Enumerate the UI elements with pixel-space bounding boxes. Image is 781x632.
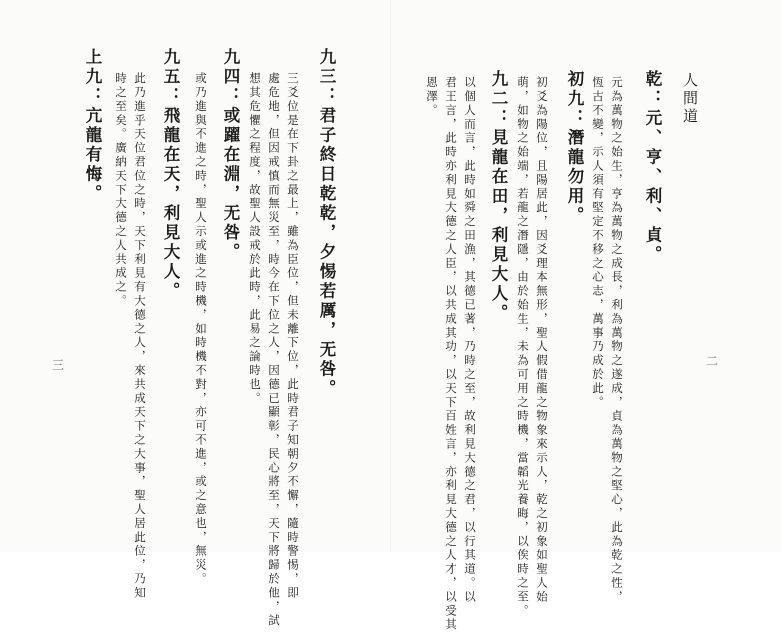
line-commentary-chu-jiu: 初爻為陽位，且陽居此，因爻理本無形，聖人假借龍之物象來示人，乾之初象如聖人始 萌，如物之始端，若龍之潛隱，由於始生，未為可用之時機，當韜光養晦，以俟時之至。 (516, 76, 549, 619)
hexagram-commentary: 元為萬物之始生，亨為萬物之成長，利為萬物之遂成，貞為萬物之堅心，此為乾之性， 恆古不變，示人須有堅定不移之心志，萬事乃成於此。 (591, 76, 624, 605)
line-heading-jiu-er: 九二：見龍在田，利見大人。 (489, 70, 508, 324)
line-commentary-jiu-er: 以個人而言，此時如舜之田漁，其德已著，乃時之至，故利見大德之君，以行其道。以 君王言，此時亦利見大德之人臣，以共成其功，以天下百姓言，亦利見大德之人才，以受其 恩澤。 (425, 76, 477, 632)
line-heading-jiu-si: 九四：或躍在淵，无咎。 (221, 48, 240, 263)
page-title: 人間道 (681, 72, 699, 126)
line-heading-jiu-san: 九三：君子終日乾乾，夕惕若厲，无咎。 (317, 48, 336, 399)
line-heading-jiu-wu: 九五：飛龍在天，利見大人。 (161, 48, 180, 302)
page-fold (390, 0, 391, 552)
line-commentary-jiu-si: 或乃進與不進之時，聖人示或進之時機，如時機不對，亦可不進，或之意也，無災。 (194, 72, 208, 587)
line-heading-shang-jiu: 上九：亢龍有悔。 (83, 48, 102, 204)
page-number-left: 三 (52, 358, 65, 372)
hexagram-heading: 乾：元、亨、利、貞。 (643, 70, 662, 265)
line-commentary-jiu-wu: 此乃進乎天位君位之時，天下利見有大德之人，來共成天下之大事，聖人居此位，乃知 時之至矣。廣納天下大德之人共成之。 (114, 72, 147, 601)
line-commentary-jiu-san: 三爻位是在下卦之最上，雖為臣位，但未離下位，此時君子知朝夕不懈，隨時警惕，即 處危地，但因戒慎而無災至，時今在下位之人，因德已顯彰，民心將至，天下將歸於他，試 想其危懼之程度，故聖人設戒於此時，此易之論時也。 (248, 72, 300, 628)
line-heading-chu-jiu: 初九：潛龍勿用。 (565, 70, 584, 226)
page-number-right: 二 (706, 354, 719, 368)
